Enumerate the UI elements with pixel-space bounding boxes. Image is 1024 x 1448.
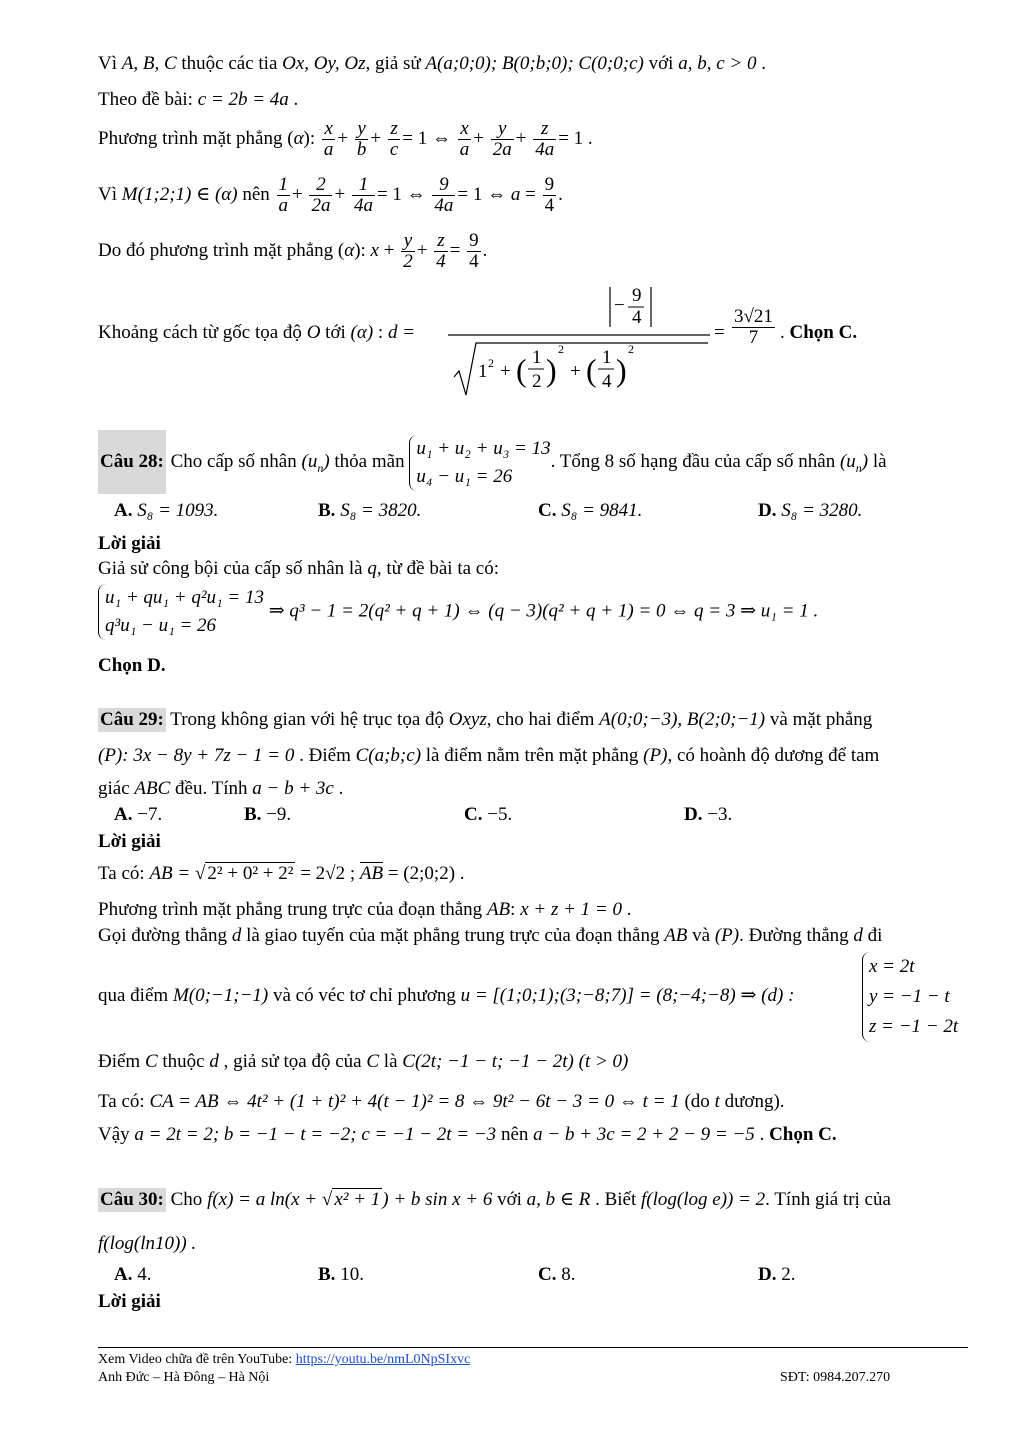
text-line: Phương trình mặt phẳng trung trực của đoạn thẳng AB: x + z + 1 = 0 . (98, 899, 632, 920)
question-28: Câu 28: Cho cấp số nhân $(u_n)$ thỏa mãn u₁ + u₂ + u₃ = 13 u₄ − u₁ = 26 . Tổng 8 số hạng đầu của cấp số nhân $(u_n)$ là (98, 430, 968, 494)
text: . (756, 53, 766, 74)
option-b[interactable]: B. S₈ = 3820. (318, 500, 422, 521)
text: với (643, 53, 679, 74)
text-line: Ta có: AB = √ 2² + 0² + 2² = 2√2 ; AB = (2;0;2) . (98, 863, 465, 884)
fraction: $\frac{y}{2}$ (403, 230, 413, 273)
text: là (868, 451, 887, 472)
fraction: $\frac{z}{4}$ (436, 230, 446, 273)
svg-text:+: + (500, 361, 511, 382)
line-parametric-system: x = 2t y = −1 − t z = −1 − 2t (862, 952, 958, 1042)
text-line (98, 88, 968, 112)
solution-title: Lời giải (98, 533, 161, 554)
text: Ox, Oy, Oz (282, 53, 366, 74)
svg-text:1: 1 (478, 361, 488, 382)
svg-text:2: 2 (558, 342, 564, 356)
text: Vì (98, 184, 122, 205)
answer-choice: Chọn D. (98, 655, 166, 676)
fraction: $\frac{y}{b}$ (356, 118, 367, 161)
text: Khoảng cách từ gốc tọa độ (98, 322, 307, 343)
text: A, B, C (121, 53, 177, 74)
text: nên (237, 184, 275, 205)
fraction: $\frac{z}{4a}$ (535, 118, 555, 161)
text-line: Giả sử công bội của cấp số nhân là q, từ đề bài ta có: (98, 558, 500, 579)
svg-text:): ) (546, 352, 557, 388)
fraction: $\frac{1}{4a}$ (353, 174, 373, 217)
question-29: Câu 29: Trong không gian với hệ trục tọa độ Oxyz, cho hai điểm A(0;0;−3), B(2;0;−1) và mặt phẳng (100, 709, 873, 730)
text: ): (354, 240, 371, 261)
text-line: Khoảng cách từ gốc tọa độ O tới (α) : d = − 9 4 1 2 + ( 1 2 ) 2 + ( 1 4 ) 2 = $\frac{3√21}{7}$ . Chọn C. (98, 283, 968, 398)
text: Phương trình mặt phẳng ( (98, 128, 294, 149)
svg-text:2: 2 (532, 371, 542, 392)
math: A(a;0;0); B(0;b;0); C(0;0;c) (425, 53, 644, 74)
math: ⇒ q³ − 1 = 2(q² + q + 1) ⇔ (q − 3)(q² + q + 1) = 0 ⇔ q = 3 ⇒ u₁ = 1 . (268, 600, 819, 622)
svg-text:2: 2 (488, 356, 494, 370)
option-d[interactable]: D. 2. (758, 1264, 796, 1285)
math: d = (387, 322, 416, 343)
answer-choice: Chọn C. (769, 1124, 837, 1145)
text: Theo đề bài: (98, 89, 198, 110)
fraction: $\frac{y}{2a}$ (492, 118, 512, 161)
fraction: $\frac{9}{4}$ (469, 230, 479, 273)
fraction: $\frac{z}{c}$ (389, 118, 399, 161)
text: thuộc các tia (176, 53, 283, 74)
svg-text:+: + (570, 361, 581, 382)
option-b[interactable]: B. 10. (318, 1264, 364, 1285)
svg-text:): ) (616, 352, 627, 388)
math: (α) (350, 322, 374, 343)
option-d[interactable]: D. −3. (684, 804, 733, 825)
svg-text:(: ( (586, 352, 597, 388)
math: α (344, 240, 355, 261)
text-line: qua điểm M(0;−1;−1) và có véc tơ chỉ phương u = [(1;0;1);(3;−8;7)] = (8;−4;−8) ⇒ (d) : (98, 985, 795, 1006)
text-line: Ta có: CA = AB ⇔ 4t² + (1 + t)² + 4(t − 1)² = 8 ⇔ 9t² − 6t − 3 = 0 ⇔ t = 1 (do t dương). (98, 1091, 785, 1112)
svg-text:1: 1 (602, 347, 612, 368)
text-line (98, 584, 968, 640)
option-c[interactable]: C. S₈ = 9841. (538, 500, 643, 521)
text: tới (320, 322, 351, 343)
equation-system: u₁ + qu₁ + q²u₁ = 13 q³u₁ − u₁ = 26 (98, 584, 264, 640)
text-line: Phương trình mặt phẳng (α): $\frac{x}{a}$ + $\frac{y}{b}$ + $\frac{z}{c}$ = 1 ⇔ $\frac{x}{a}$ + $\frac{y}{2a}$ + $\frac{z}{4a}$ = 1 . (98, 118, 593, 161)
footer-phone: SĐT: 0984.207.270 (780, 1370, 891, 1385)
option-a[interactable]: A. −7. (114, 804, 163, 825)
question-label: Câu 30: (100, 1189, 164, 1210)
option-d[interactable]: D. S₈ = 3280. (758, 500, 863, 521)
answer-choice: Chọn C. (789, 322, 858, 343)
distance-fraction (446, 283, 716, 398)
text-line: Vậy a = 2t = 2; b = −1 − t = −2; c = −1 − 2t = −3 nên a − b + 3c = 2 + 2 − 9 = −5 . Chọn C. (98, 1124, 837, 1145)
text-line: Điểm C thuộc d , giả sử tọa độ của C là C(2t; −1 − t; −1 − 2t) (t > 0) (98, 1051, 629, 1072)
footer-video (98, 1352, 470, 1368)
svg-text:1: 1 (532, 347, 542, 368)
text: . Tổng 8 số hạng đầu của cấp số nhân (550, 451, 840, 472)
solution-title: Lời giải (98, 1291, 161, 1312)
text: . (288, 89, 299, 110)
fraction: $\frac{9}{4}$ (544, 174, 555, 217)
fraction: $\frac{3√21}{7}$ (734, 306, 773, 348)
math: M(1;2;1) ∈ (α) (121, 184, 238, 205)
option-a[interactable]: A. S₈ = 1093. (114, 500, 219, 521)
text-line: Gọi đường thẳng d là giao tuyến của mặt phẳng trung trực của đoạn thẳng AB và (P). Đường thẳng d đi (98, 925, 883, 946)
text: : (373, 322, 388, 343)
equation-system: u₁ + u₂ + u₃ = 13 u₄ − u₁ = 26 (409, 435, 550, 491)
question-label: Câu 28: (98, 430, 166, 494)
svg-text:4: 4 (632, 307, 642, 328)
text: ): (303, 128, 320, 149)
svg-text:9: 9 (632, 285, 642, 306)
text: Do đó phương trình mặt phẳng ( (98, 240, 345, 261)
text: thỏa mãn (329, 451, 410, 472)
text: . (780, 322, 790, 343)
option-b[interactable]: B. −9. (244, 804, 292, 825)
text: Cho cấp số nhân (165, 451, 302, 472)
footer-author: Anh Đức – Hà Đông – Hà Nội (98, 1370, 270, 1385)
svg-text:4: 4 (602, 371, 612, 392)
text-line: giác ABC đều. Tính a − b + 3c . (98, 778, 344, 799)
text: Vì (98, 53, 122, 74)
text-line: (P): 3x − 8y + 7z − 1 = 0 . Điểm C(a;b;c) là điểm nằm trên mặt phẳng (P), có hoành độ dương để tam (98, 745, 880, 766)
text: , giả sử (365, 53, 426, 74)
footer-text: Xem Video chữa đề trên YouTube: (98, 1352, 296, 1367)
option-c[interactable]: C. 8. (538, 1264, 576, 1285)
solution-title: Lời giải (98, 831, 161, 852)
text-line: Vì M(1;2;1) ∈ (α) nên $\frac{1}{a}$ + $\frac{2}{2a}$ + $\frac{1}{4a}$ = 1 ⇔ $\frac{9}{4a}$ = 1 ⇔ a = $\frac{9}{4}$ . (98, 174, 563, 217)
math: a, b, c > 0 (678, 53, 757, 74)
fraction: $\frac{9}{4a}$ (434, 174, 454, 217)
fraction: $\frac{x}{a}$ (323, 118, 334, 161)
math: O (306, 322, 321, 343)
footer-divider (98, 1347, 968, 1348)
option-c[interactable]: C. −5. (464, 804, 513, 825)
question-30: Câu 30: Cho f(x) = a ln(x + √ x² + 1 ) + b sin x + 6 với a, b ∈ R . Biết f(log(log e)) = 2. Tính giá trị của (100, 1189, 891, 1210)
option-a[interactable]: A. 4. (114, 1264, 152, 1285)
fraction: $\frac{2}{2a}$ (311, 174, 331, 217)
question-label: Câu 29: (100, 709, 164, 730)
math: f(log(ln10)) . (98, 1233, 197, 1254)
svg-text:2: 2 (628, 342, 634, 356)
text-line: Do đó phương trình mặt phẳng (α): x + $\frac{y}{2}$ + $\frac{z}{4}$ = $\frac{9}{4}$ . (98, 230, 488, 273)
svg-text:−: − (614, 295, 625, 316)
text-line (98, 52, 968, 76)
fraction: $\frac{x}{a}$ (459, 118, 470, 161)
fraction: $\frac{1}{a}$ (278, 174, 289, 217)
math: α (293, 128, 304, 149)
math: c = 2b = 4a (197, 89, 289, 110)
youtube-link[interactable]: https://youtu.be/nmL0NpSIxvc (295, 1352, 471, 1367)
svg-text:(: ( (516, 352, 527, 388)
